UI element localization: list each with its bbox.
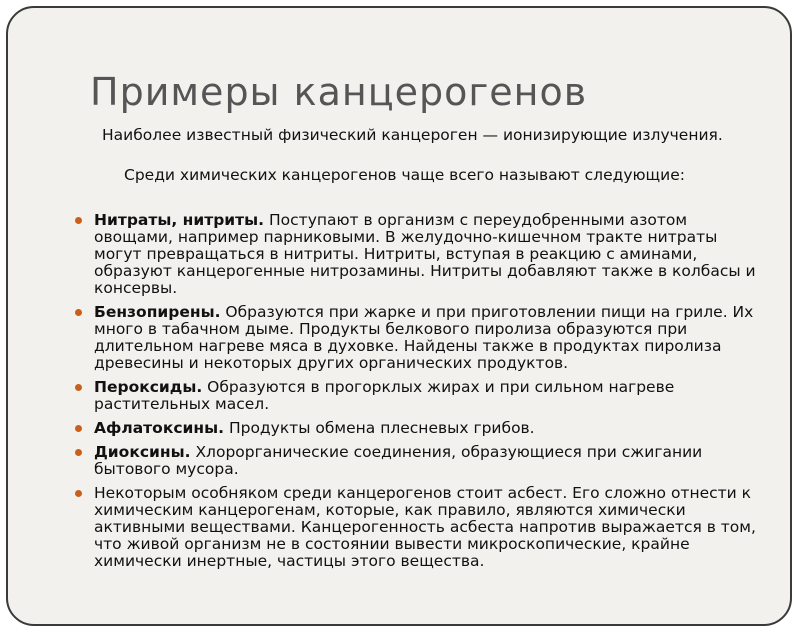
item-description: Образуются при жарке и при приготовлении пищи на гриле. Их много в табачном дыме. Продукты белкового пиролиза образуются при длительном нагреве мяса в духовке. Найдены также в продуктах пиролиза древесины и некоторых других органических продуктов. [94, 303, 754, 372]
slide-title: Примеры канцерогенов [90, 70, 588, 114]
list-item-benzopyrenes [74, 304, 764, 372]
term-label: Диоксины. [94, 443, 191, 461]
bullet-dot-icon [75, 449, 82, 456]
item-description: Продукты обмена плесневых грибов. [228, 419, 535, 437]
bullet-dot-icon [75, 425, 82, 432]
carcinogen-list [74, 212, 764, 577]
slide [6, 6, 792, 626]
bullet-dot-icon [75, 309, 82, 316]
list-item-dioxins [74, 444, 764, 478]
term-label: Афлатоксины. [94, 419, 225, 437]
term-label: Пероксиды. [94, 378, 203, 396]
intro-paragraph-chemical: Среди химических канцерогенов чаще всего называют следующие: [124, 166, 685, 184]
list-item-asbestos [74, 485, 764, 570]
term-label: Нитраты, нитриты. [94, 211, 265, 229]
list-item-aflatoxins [74, 420, 764, 437]
term-label: Бензопирены. [94, 303, 221, 321]
bullet-dot-icon [75, 384, 82, 391]
list-item-peroxides [74, 379, 764, 413]
item-description: Образуются в прогорклых жирах и при сильном нагреве растительных масел. [94, 378, 675, 413]
bullet-dot-icon [75, 490, 82, 497]
item-description: Некоторым особняком среди канцерогенов стоит асбест. Его сложно отнести к химическим канцерогенам, которые, как правило, являются химически активными веществами. Канцерогенность асбеста напротив выражается в том, что живой организм не в состоянии вывести микроскопические, крайне химически инертные, частицы этого вещества. [94, 484, 756, 570]
list-item-nitrates [74, 212, 764, 297]
item-description: Поступают в организм с переудобренными азотом овощами, например парниковыми. В желудочно-кишечном тракте нитраты могут превращаться в нитриты. Нитриты, вступая в реакцию с аминами, образуют канцерогенные нитрозамины. Нитриты добавляют также в колбасы и консервы. [94, 211, 756, 297]
bullet-dot-icon [75, 217, 82, 224]
item-description: Хлорорганические соединения, образующиеся при сжигании бытового мусора. [94, 443, 703, 478]
intro-paragraph-physical: Наиболее известный физический канцероген — ионизирующие излучения. [102, 126, 723, 144]
